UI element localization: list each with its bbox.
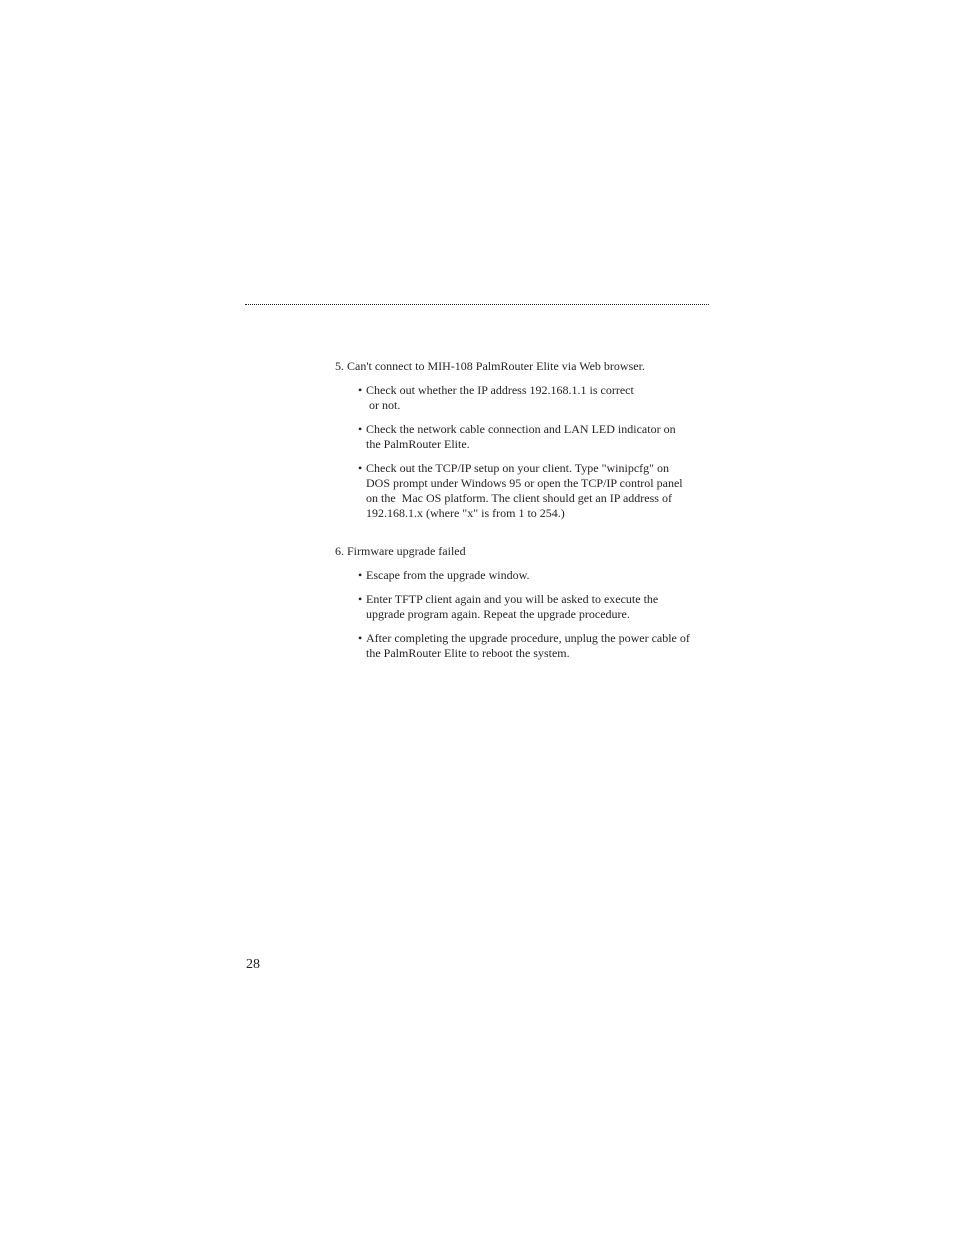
list-item	[358, 422, 715, 452]
list-item	[358, 383, 715, 413]
list-item-line: or not.	[366, 398, 401, 412]
bullet-icon: •	[358, 631, 363, 645]
section-heading: 6. Firmware upgrade failed	[335, 544, 466, 558]
list-item-line: Enter TFTP client again and you will be asked to execute the	[366, 592, 659, 606]
bullet-list	[335, 568, 715, 661]
bullet-icon: •	[358, 568, 363, 582]
section-web-browser	[335, 359, 715, 521]
page-number: 28	[246, 957, 260, 972]
list-item-line: Check the network cable connection and LAN LED indicator on	[366, 422, 676, 436]
dotted-header-rule	[245, 304, 709, 305]
list-item-line: on the Mac OS platform. The client should get an IP address of	[366, 491, 672, 505]
bullet-icon: •	[358, 592, 363, 606]
list-item-line: DOS prompt under Windows 95 or open the TCP/IP control panel	[366, 476, 683, 490]
bullet-icon: •	[358, 461, 363, 475]
troubleshooting-content	[335, 359, 715, 670]
bullet-icon: •	[358, 422, 363, 436]
list-item	[358, 461, 715, 521]
bullet-icon: •	[358, 383, 363, 397]
list-item-line: Escape from the upgrade window.	[366, 568, 530, 582]
list-item-line: Check out the TCP/IP setup on your client. Type "winipcfg" on	[366, 461, 670, 475]
list-item-line: the PalmRouter Elite.	[366, 437, 470, 451]
list-item-line: After completing the upgrade procedure, unplug the power cable of	[366, 631, 690, 645]
list-item	[358, 631, 715, 661]
list-item-line: 192.168.1.x (where "x" is from 1 to 254.)	[366, 506, 565, 520]
list-item-line: the PalmRouter Elite to reboot the system.	[366, 646, 570, 660]
section-heading: 5. Can't connect to MIH-108 PalmRouter Elite via Web browser.	[335, 359, 645, 373]
section-firmware-upgrade	[335, 544, 715, 661]
list-item	[358, 568, 715, 583]
list-item-line: upgrade program again. Repeat the upgrade procedure.	[366, 607, 630, 621]
list-item-line: Check out whether the IP address 192.168.1.1 is correct	[366, 383, 634, 397]
bullet-list	[335, 383, 715, 521]
list-item	[358, 592, 715, 622]
